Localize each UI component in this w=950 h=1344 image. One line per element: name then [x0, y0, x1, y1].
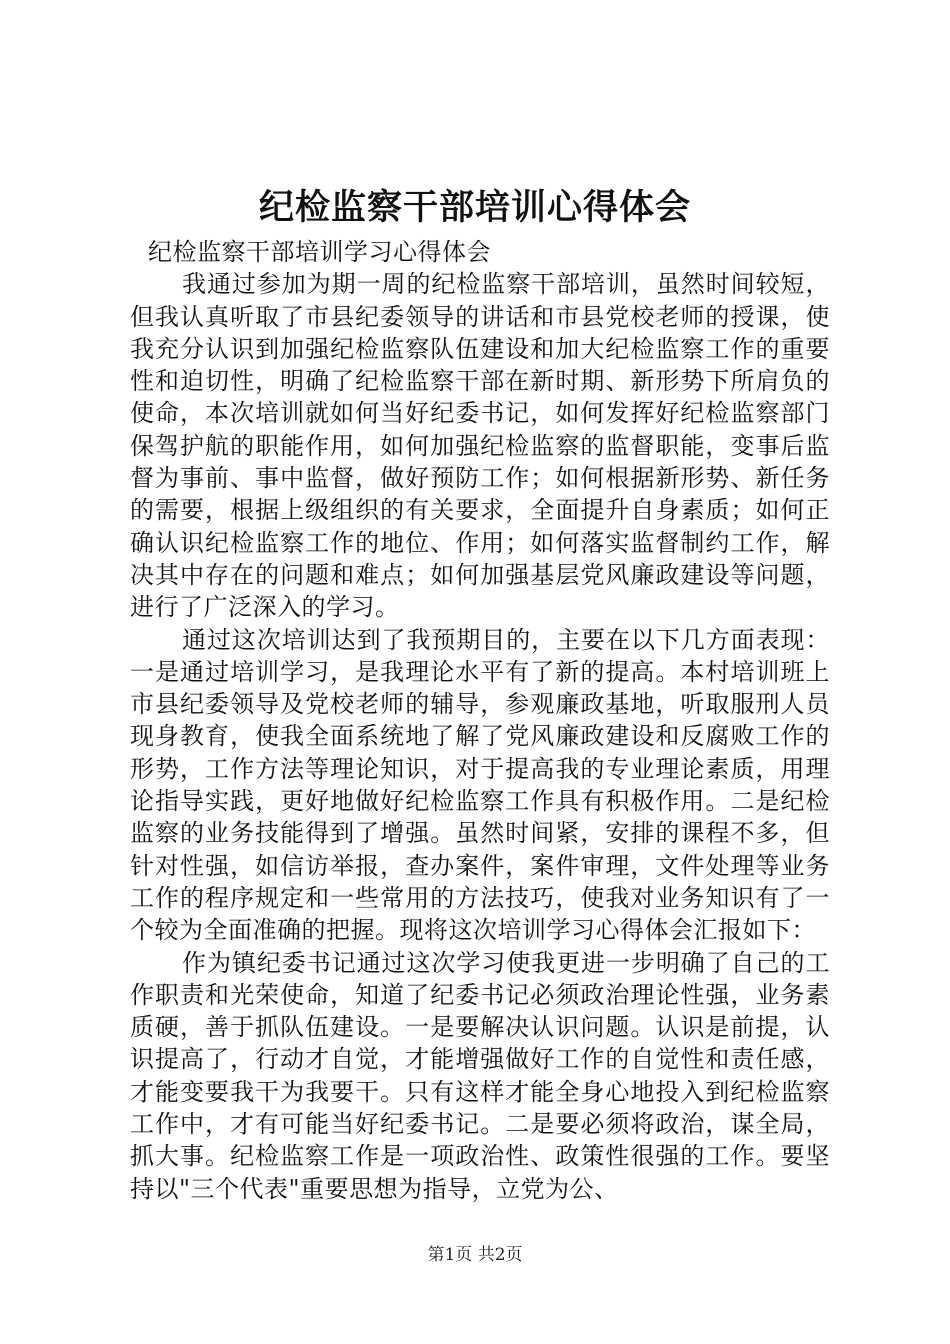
document-subtitle: 纪检监察干部培训学习心得体会 — [148, 238, 491, 266]
page-footer — [0, 1243, 950, 1267]
page-indicator: 第1页 共2页 — [427, 1245, 523, 1265]
paragraph-2: 通过这次培训达到了我预期目的，主要在以下几方面表现：一是通过培训学习，是我理论水平有了新的提高。本村培训班上市县纪委领导及党校老师的辅导，参观廉政基地，听取服刑人员现身教育，使我全面系统地了解了党风廉政建设和反腐败工作的形势，工作方法等理论知识，对于提高我的专业理论素质，用理论指导实践，更好地做好纪检监察工作具有积极作用。二是纪检监察的业务技能得到了增强。虽然时间紧，安排的课程不多，但针对性强，如信访举报，查办案件，案件审理，文件处理等业务工作的程序规定和一些常用的方法技巧，使我对业务知识有了一个较为全面准确的把握。现将这次培训学习心得体会汇报如下： — [130, 625, 830, 945]
paragraph-1: 我通过参加为期一周的纪检监察干部培训，虽然时间较短，但我认真听取了市县纪委领导的讲话和市县党校老师的授课，使我充分认识到加强纪检监察队伍建设和加大纪检监察工作的重要性和迫切性，明确了纪检监察干部在新时期、新形势下所肩负的使命，本次培训就如何当好纪委书记，如何发挥好纪检监察部门保驾护航的职能作用，如何加强纪检监察的监督职能，变事后监督为事前、事中监督，做好预防工作；如何根据新形势、新任务的需要，根据上级组织的有关要求，全面提升自身素质；如何正确认识纪检监察工作的地位、作用；如何落实监督制约工作，解决其中存在的问题和难点；如何加强基层党风廉政建设等问题，进行了广泛深入的学习。 — [130, 270, 830, 622]
document-body — [130, 236, 830, 1205]
document-title: 纪检监察干部培训心得体会 — [258, 187, 691, 228]
paragraph-3: 作为镇纪委书记通过这次学习使我更进一步明确了自己的工作职责和光荣使命，知道了纪委书记必须政治理论性强，业务素质硬，善于抓队伍建设。一是要解决认识问题。认识是前提，认识提高了，行动才自觉，才能增强做好工作的自觉性和责任感，才能变要我干为我要干。只有这样才能全身心地投入到纪检监察工作中，才有可能当好纪委书记。二是要必须将政治，谋全局，抓大事。纪检监察工作是一项政治性、政策性很强的工作。要坚持以"三个代表"重要思想为指导，立党为公、 — [130, 948, 830, 1203]
